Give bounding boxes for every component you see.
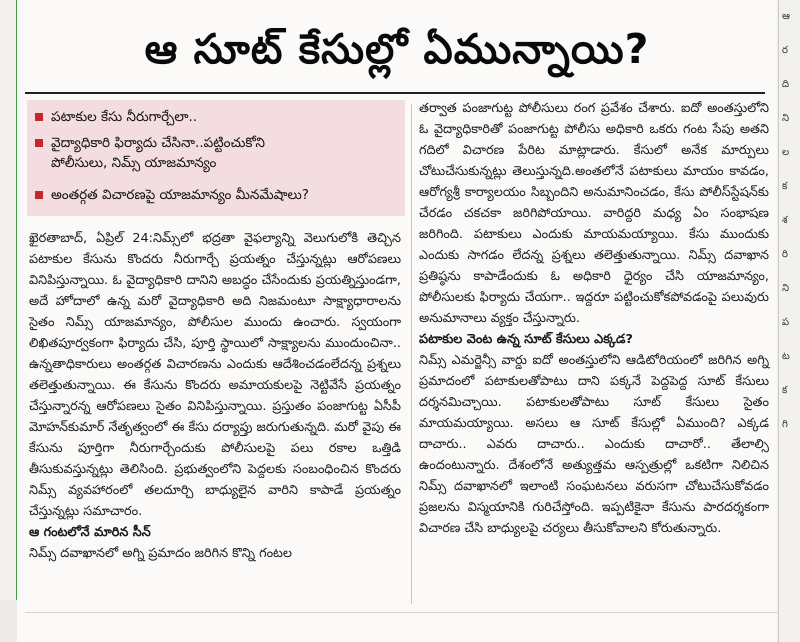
highlight-item: అంతర్గత విచారణపై యాజమాన్యం మీనమేషాలు?	[35, 186, 309, 204]
highlight-item: వైద్యాధికారి ఫిర్యాదు చేసినా..పట్టించుకోని	[35, 134, 265, 152]
right-subheading: పటాకుల వెంట ఉన్న సూట్ కేసులు ఎక్కడ?	[419, 332, 633, 347]
right-body-text: తర్వాత పంజాగుట్ట పోలీసులు రంగ ప్రవేశం చేశారు. ఐదో అంతస్తులోని ఓ వైద్యాధికారితో పంజాగుట్ట పోలీసు అధికారి ఒకరు గంట సేపు అతని గదిలో విచారణ పేరిట మాట్లాడారు. కేసులో అనేక మార్పులు చోటుచేసుకున్నట్లు తెలుస్తున్నది.అంతలోనే పటాకులు మాయం కావడం, ఆరోగ్యశ్రీ కార్యాలయం సిబ్బందిని అనుమానించడం, కేసు పోలీస్‌స్టేషన్‌కు చేరడం చకచకా జరిగిపోయాయి. వారిద్దరి మధ్య ఏం సంభాషణ జరిగింది. పటాకులు ఎందుకు మాయమయ్యాయి. కేసు ముందుకు ఎందుకు సాగడం లేదన్న ప్రశ్నలు తలెత్తుతున్నాయి. నిమ్స్ దవాఖాన ప్రతిష్ఠను కాపాడేందుకు ఓ అధికారి ధైర్యం చేసి యాజమాన్యం, పోలీసులకు ఫిర్యాదు చేయగా.. ఇద్దరూ పట్టించుకోకపోవడంపై పలువురు అనుమానాలు వ్యక్తం చేస్తున్నారు.	[419, 101, 769, 326]
article-headline: ఆ సూట్ కేసుల్లో ఏమున్నాయి?	[144, 25, 650, 73]
left-body-text: ఖైరతాబాద్, ఏప్రిల్ 24:నిమ్స్‌లో భద్రతా వైఫల్యాన్ని వెలుగులోకి తెచ్చిన పటాకుల కేసును కొందరు నీరుగార్చే ప్రయత్నం చేస్తున్నట్లు ఆరోపణలు వినిపిస్తున్నాయి. ఓ వైద్యాధికారి దానిని అబద్ధం చేసేందుకు ప్రయత్నిస్తుండగా, అదే హోదాలో ఉన్న మరో వైద్యాధికారి అది నిజమంటూ సాక్ష్యాధారాలను సైతం నిమ్స్ యాజమాన్యం, పోలీసుల ముందు ఉంచారు. స్వయంగా లిఖితపూర్వకంగా ఫిర్యాదు చేసి, పూర్తి స్థాయిలో సాక్ష్యాలను ముందుంచినా.. ఉన్నతాధికారులు అంతర్గత విచారణను ఎందుకు ఆదేశించడంలేదన్న ప్రశ్నలు తలెత్తుతున్నాయి. ఈ కేసును కొందరు అమాయకులపై నెట్టివేసే ప్రయత్నం చేస్తున్నారన్న ఆరోపణలు సైతం వినిపిస్తున్నాయి. ప్రస్తుతం పంజాగుట్ట ఏసీపీ మోహన్‌కుమార్ నేతృత్వంలో ఈ కేసు దర్యాప్తు జరుగుతున్నది. మరో వైపు ఈ కేసును పూర్తిగా నీరుగార్చేందుకు పోలీసులపై పలు రకాల ఒత్తిడి తీసుకువస్తున్నట్లు తెలిసింది. ప్రభుత్వంలోని పెద్దలకు సంబంధించిన కొందరు నిమ్స్ వ్యవహారంలో తలదూర్చి బాధ్యులైన వారిని కాపాడే ప్రయత్నం చేస్తున్నట్లు సమాచారం.	[29, 231, 401, 519]
left-tail-text: నిమ్స్ దవాఖానలో అగ్ని ప్రమాదం జరిగిన కొన్ని గంటల	[29, 546, 293, 561]
bullet-icon	[35, 113, 43, 121]
left-subheading: ఆ గంటలోనే మారిన సీన్	[29, 525, 151, 540]
right-body-text-2: నిమ్స్ ఎమర్జెన్సీ వార్డు ఐదో అంతస్తులోని ఆడిటోరియంలో జరిగిన అగ్ని ప్రమాదంలో పటాకులతోపాటు దాని పక్కనే పెద్దపెద్ద సూట్ కేసులు దర్శనమిచ్చాయి. పటాకులతోపాటు సూట్ కేసులు సైతం మాయమయ్యాయి. అసలు ఆ సూట్ కేసుల్లో ఏముంది? ఎక్కడ దాచారు.. ఎవరు దాచారు.. ఎందుకు దాచారో.. తేలాల్సి ఉందంటున్నారు. దేశంలోనే అత్యుత్తమ ఆస్పత్రుల్లో ఒకటిగా నిలిచిన నిమ్స్ దవాఖానలో ఇలాంటి సంఘటనలు వరుసగా చోటుచేసుకోవడం ప్రజలను విస్మయానికి గురిచేస్తోంది. ఇప్పటికైనా కేసును పారదర్శకంగా విచారణ చేసి బాధ్యులపై చర్యలు తీసుకోవాలని కోరుతున్నారు.	[419, 353, 769, 536]
highlights-box	[27, 100, 405, 216]
newspaper-article	[17, 0, 777, 642]
column-divider	[411, 104, 412, 604]
page-bottom-rule	[25, 612, 785, 613]
bullet-icon	[35, 139, 43, 147]
bullet-icon	[35, 191, 43, 199]
headline-rule	[25, 92, 765, 94]
right-column	[419, 98, 769, 539]
adjacent-clipping-right-edge: ఆ ర ది ని ల క శ రి ని ప ట క గి	[778, 0, 800, 642]
left-column	[29, 228, 401, 564]
highlight-item: పటాకుల కేసు నీరుగార్చేలా..	[35, 108, 197, 126]
highlight-item-continued: పోలీసులు, నిమ్స్ యాజమాన్యం	[51, 155, 217, 171]
